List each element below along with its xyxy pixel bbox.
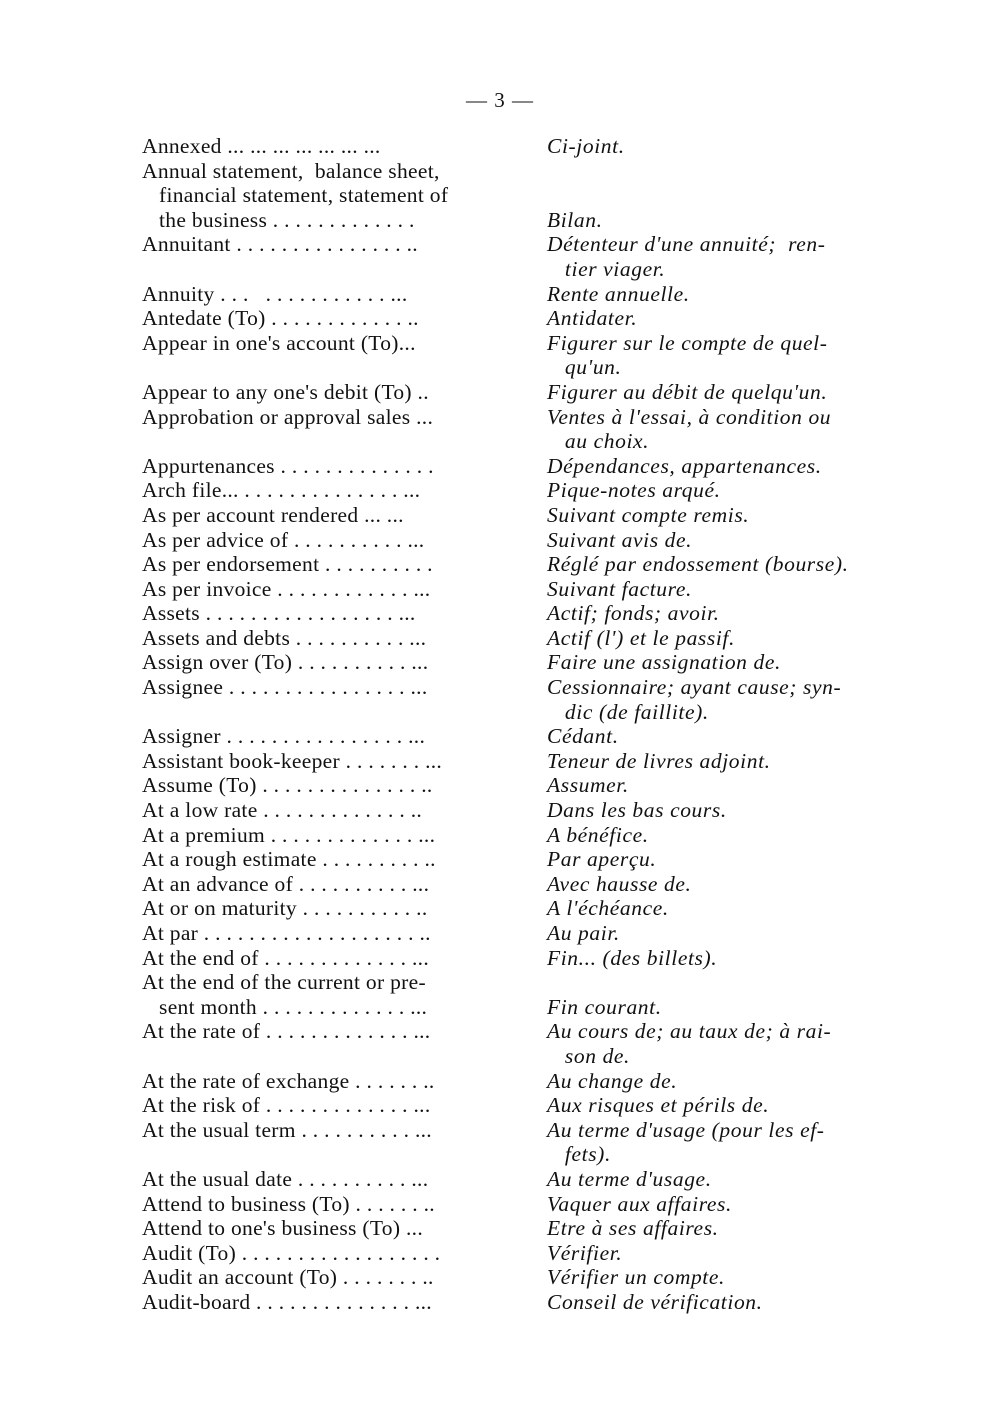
glossary-entry bbox=[142, 872, 907, 897]
entry-term-line: Audit-board . . . . . . . . . . . . . . ... bbox=[142, 1289, 432, 1314]
entry-translation-line: Aux risques et périls de. bbox=[547, 1093, 770, 1118]
entry-translation-line: Au terme d'usage. bbox=[547, 1166, 712, 1191]
entry-translation bbox=[547, 1167, 907, 1192]
entry-term-line: Assets . . . . . . . . . . . . . . . . . ... bbox=[142, 601, 416, 626]
glossary-entry bbox=[142, 650, 907, 675]
entry-translation bbox=[547, 724, 907, 749]
entry-term bbox=[142, 478, 520, 503]
glossary-entry bbox=[142, 1019, 907, 1068]
glossary-entry bbox=[142, 847, 907, 872]
glossary-entry bbox=[142, 454, 907, 479]
entry-term bbox=[142, 1290, 520, 1315]
entry-term bbox=[142, 896, 520, 921]
entry-term-line: As per endorsement . . . . . . . . . . bbox=[142, 552, 433, 577]
entry-term bbox=[142, 798, 520, 823]
entry-translation-line: dic (de faillite). bbox=[547, 699, 709, 724]
entry-term-line: At a rough estimate . . . . . . . . . .. bbox=[142, 847, 436, 872]
glossary-entry bbox=[142, 331, 907, 380]
entry-translation bbox=[547, 478, 907, 503]
glossary-entry bbox=[142, 773, 907, 798]
entry-translation-line: Vérifier. bbox=[547, 1240, 623, 1265]
entry-translation-line: Par aperçu. bbox=[547, 847, 657, 872]
glossary-entry bbox=[142, 1069, 907, 1094]
entry-translation bbox=[547, 626, 907, 651]
entry-term-line: Assign over (To) . . . . . . . . . . ... bbox=[142, 650, 429, 675]
glossary-entry bbox=[142, 970, 907, 1019]
glossary-entry bbox=[142, 798, 907, 823]
entry-term-line: At the usual term . . . . . . . . . . ... bbox=[142, 1117, 432, 1142]
entry-term bbox=[142, 1167, 520, 1192]
entry-term bbox=[142, 601, 520, 626]
glossary-entry bbox=[142, 896, 907, 921]
glossary-entry-list bbox=[142, 134, 907, 1315]
glossary-entry bbox=[142, 503, 907, 528]
entry-translation-line: Conseil de vérification. bbox=[547, 1289, 763, 1314]
entry-term-line: At or on maturity . . . . . . . . . . .. bbox=[142, 896, 428, 921]
entry-term-line: At the usual date . . . . . . . . . . ... bbox=[142, 1166, 429, 1191]
glossary-entry bbox=[142, 724, 907, 749]
entry-term-line: At a premium . . . . . . . . . . . . . ... bbox=[142, 822, 436, 847]
glossary-entry bbox=[142, 1118, 907, 1167]
entry-translation bbox=[547, 159, 907, 233]
entry-term bbox=[142, 675, 520, 700]
entry-term bbox=[142, 1093, 520, 1118]
glossary-entry bbox=[142, 1192, 907, 1217]
entry-term-line: Assistant book-keeper . . . . . . . ... bbox=[142, 748, 443, 773]
entry-term bbox=[142, 282, 520, 307]
entry-translation bbox=[547, 331, 907, 380]
entry-term-line: At par . . . . . . . . . . . . . . . . . . . .. bbox=[142, 921, 431, 945]
entry-translation-line: Fin... (des billets). bbox=[547, 945, 718, 970]
entry-term-line: As per account rendered ... ... bbox=[142, 502, 404, 527]
entry-translation-line: Avec hausse de. bbox=[547, 871, 692, 896]
entry-term bbox=[142, 1019, 520, 1044]
glossary-entry bbox=[142, 1241, 907, 1266]
glossary-entry bbox=[142, 601, 907, 626]
entry-translation-line: Dépendances, appartenances. bbox=[547, 453, 822, 478]
entry-translation bbox=[547, 380, 907, 405]
entry-term-line: the business . . . . . . . . . . . . . bbox=[142, 207, 415, 232]
entry-term bbox=[142, 1192, 520, 1217]
entry-term bbox=[142, 1216, 520, 1241]
entry-translation bbox=[547, 577, 907, 602]
entry-translation bbox=[547, 798, 907, 823]
entry-translation-line bbox=[547, 159, 907, 184]
entry-translation-line: Ci-joint. bbox=[547, 134, 625, 158]
entry-translation-line: Rente annuelle. bbox=[547, 281, 690, 306]
glossary-entry bbox=[142, 921, 907, 946]
entry-term bbox=[142, 331, 520, 356]
entry-term-line: At the risk of . . . . . . . . . . . . . ... bbox=[142, 1093, 431, 1118]
entry-term bbox=[142, 970, 520, 1019]
entry-term bbox=[142, 552, 520, 577]
entry-translation-line: qu'un. bbox=[547, 355, 622, 380]
glossary-entry bbox=[142, 577, 907, 602]
glossary-entry bbox=[142, 282, 907, 307]
entry-translation-line: Au change de. bbox=[547, 1068, 678, 1093]
entry-translation bbox=[547, 306, 907, 331]
entry-translation bbox=[547, 1118, 907, 1167]
entry-term-line: Assume (To) . . . . . . . . . . . . . . .. bbox=[142, 773, 433, 798]
entry-term bbox=[142, 528, 520, 553]
entry-translation bbox=[547, 946, 907, 971]
entry-translation-line: Détenteur d'une annuité; ren- bbox=[547, 232, 826, 257]
entry-translation-line: Assumer. bbox=[547, 773, 629, 798]
entry-term-line: At the rate of . . . . . . . . . . . . . ... bbox=[142, 1019, 431, 1044]
entry-term bbox=[142, 847, 520, 872]
glossary-entry bbox=[142, 823, 907, 848]
entry-translation-line: Au pair. bbox=[547, 921, 620, 945]
entry-term-line: Attend to business (To) . . . . . . .. bbox=[142, 1191, 435, 1216]
entry-term-line: Annual statement, balance sheet, bbox=[142, 158, 440, 183]
entry-translation-line: Ventes à l'essai, à condition ou bbox=[547, 404, 832, 429]
entry-term bbox=[142, 749, 520, 774]
entry-translation-line: son de. bbox=[547, 1043, 631, 1068]
entry-translation-line: Pique-notes arqué. bbox=[547, 478, 721, 503]
glossary-entry bbox=[142, 1290, 907, 1315]
entry-term bbox=[142, 1118, 520, 1143]
entry-term bbox=[142, 773, 520, 798]
entry-translation-line: Actif; fonds; avoir. bbox=[547, 601, 720, 626]
entry-term-line: Assigner . . . . . . . . . . . . . . . . ... bbox=[142, 724, 426, 749]
entry-translation bbox=[547, 552, 907, 577]
entry-term bbox=[142, 650, 520, 675]
glossary-entry bbox=[142, 946, 907, 971]
entry-term-line: Assets and debts . . . . . . . . . . ... bbox=[142, 625, 427, 650]
entry-translation-line: fets). bbox=[547, 1142, 611, 1167]
entry-translation-line: Vérifier un compte. bbox=[547, 1265, 725, 1290]
entry-translation bbox=[547, 405, 907, 454]
entry-translation-line: Suivant facture. bbox=[547, 576, 692, 601]
entry-term bbox=[142, 823, 520, 848]
entry-term-line: Approbation or approval sales ... bbox=[142, 404, 434, 429]
entry-term-line: At an advance of . . . . . . . . . . ... bbox=[142, 871, 430, 896]
glossary-entry bbox=[142, 749, 907, 774]
entry-translation-line: Actif (l') et le passif. bbox=[547, 625, 735, 650]
entry-translation-line: Dans les bas cours. bbox=[547, 798, 727, 823]
entry-term bbox=[142, 1265, 520, 1290]
entry-term bbox=[142, 724, 520, 749]
entry-term-line: Annuity . . . . . . . . . . . . . . ... bbox=[142, 281, 408, 306]
entry-term-line: Appear in one's account (To)... bbox=[142, 330, 416, 355]
entry-translation bbox=[547, 773, 907, 798]
entry-translation bbox=[547, 232, 907, 281]
entry-translation-line: Figurer sur le compte de quel- bbox=[547, 330, 828, 355]
entry-translation bbox=[547, 1069, 907, 1094]
entry-translation-line: au choix. bbox=[547, 429, 650, 454]
entry-term bbox=[142, 454, 520, 479]
entry-translation-line: Réglé par endossement (bourse). bbox=[547, 552, 849, 577]
entry-term bbox=[142, 159, 520, 233]
entry-translation bbox=[547, 1093, 907, 1118]
glossary-entry bbox=[142, 1265, 907, 1290]
glossary-entry bbox=[142, 1216, 907, 1241]
entry-translation bbox=[547, 823, 907, 848]
entry-term-line: Audit (To) . . . . . . . . . . . . . . . . . . bbox=[142, 1240, 441, 1265]
glossary-entry bbox=[142, 159, 907, 233]
entry-translation bbox=[547, 872, 907, 897]
entry-translation-line: Au cours de; au taux de; à rai- bbox=[547, 1019, 832, 1044]
glossary-entry bbox=[142, 528, 907, 553]
entry-translation bbox=[547, 134, 907, 159]
entry-translation bbox=[547, 1019, 907, 1068]
glossary-entry bbox=[142, 380, 907, 405]
entry-translation-line: A bénéfice. bbox=[547, 822, 649, 847]
entry-term bbox=[142, 232, 520, 257]
entry-term-line: At a low rate . . . . . . . . . . . . . .. bbox=[142, 798, 423, 823]
entry-translation-line: Vaquer aux affaires. bbox=[547, 1191, 732, 1216]
entry-translation bbox=[547, 601, 907, 626]
glossary-entry bbox=[142, 134, 907, 159]
glossary-entry bbox=[142, 478, 907, 503]
entry-translation bbox=[547, 970, 907, 1019]
entry-translation-line: A l'échéance. bbox=[547, 896, 669, 921]
entry-translation-line: Cessionnaire; ayant cause; syn- bbox=[547, 675, 842, 700]
entry-translation bbox=[547, 847, 907, 872]
entry-term-line: Appurtenances . . . . . . . . . . . . . . bbox=[142, 453, 434, 478]
entry-translation bbox=[547, 1290, 907, 1315]
entry-term-line: Assignee . . . . . . . . . . . . . . . . ... bbox=[142, 675, 428, 700]
glossary-entry bbox=[142, 405, 907, 454]
entry-term bbox=[142, 577, 520, 602]
entry-translation-line: Suivant avis de. bbox=[547, 527, 693, 552]
entry-translation-line: Cédant. bbox=[547, 724, 619, 749]
entry-term-line: As per invoice . . . . . . . . . . . . ... bbox=[142, 576, 431, 601]
entry-term-line: Attend to one's business (To) ... bbox=[142, 1216, 423, 1241]
entry-term bbox=[142, 503, 520, 528]
glossary-entry bbox=[142, 675, 907, 724]
entry-term-line: financial statement, statement of bbox=[142, 183, 449, 208]
entry-translation-line: Bilan. bbox=[547, 207, 603, 232]
entry-translation bbox=[547, 1192, 907, 1217]
entry-translation bbox=[547, 1241, 907, 1266]
glossary-entry bbox=[142, 306, 907, 331]
entry-term bbox=[142, 306, 520, 331]
entry-term-line: Arch file... . . . . . . . . . . . . . . ... bbox=[142, 478, 421, 503]
glossary-entry bbox=[142, 626, 907, 651]
entry-term bbox=[142, 1069, 520, 1094]
entry-translation-line: Suivant compte remis. bbox=[547, 502, 750, 527]
entry-translation bbox=[547, 454, 907, 479]
entry-translation bbox=[547, 503, 907, 528]
entry-translation-line: Figurer au débit de quelqu'un. bbox=[547, 379, 828, 404]
entry-term bbox=[142, 380, 520, 405]
entry-translation-line: Fin courant. bbox=[547, 994, 662, 1019]
entry-term-line: Audit an account (To) . . . . . . . .. bbox=[142, 1265, 434, 1290]
entry-term-line: Annuitant . . . . . . . . . . . . . . . .. bbox=[142, 232, 418, 257]
entry-translation bbox=[547, 896, 907, 921]
entry-term bbox=[142, 872, 520, 897]
entry-translation bbox=[547, 675, 907, 724]
entry-term-line: At the end of the current or pre- bbox=[142, 970, 426, 995]
entry-term-line: As per advice of . . . . . . . . . . ... bbox=[142, 527, 425, 552]
entry-translation-line bbox=[547, 970, 907, 995]
entry-term-line: sent month . . . . . . . . . . . . . ... bbox=[142, 994, 428, 1019]
entry-term bbox=[142, 626, 520, 651]
entry-translation-line: tier viager. bbox=[547, 256, 666, 281]
entry-translation-line: Faire une assignation de. bbox=[547, 650, 781, 675]
entry-translation-line: Teneur de livres adjoint. bbox=[547, 748, 771, 773]
entry-term bbox=[142, 921, 520, 946]
entry-translation-line bbox=[547, 183, 907, 208]
entry-translation bbox=[547, 1265, 907, 1290]
glossary-entry bbox=[142, 232, 907, 281]
entry-translation bbox=[547, 921, 907, 946]
entry-translation bbox=[547, 528, 907, 553]
entry-term-line: At the end of . . . . . . . . . . . . . ... bbox=[142, 945, 429, 970]
entry-term-line: Antedate (To) . . . . . . . . . . . . .. bbox=[142, 306, 419, 331]
entry-term-line: Appear to any one's debit (To) .. bbox=[142, 379, 429, 404]
entry-translation bbox=[547, 282, 907, 307]
glossary-entry bbox=[142, 1167, 907, 1192]
entry-term-line: Annexed ... ... ... ... ... ... ... bbox=[142, 134, 381, 158]
glossary-entry bbox=[142, 1093, 907, 1118]
entry-translation-line: Antidater. bbox=[547, 306, 638, 331]
page-number-header: — 3 — bbox=[466, 88, 534, 112]
entry-translation bbox=[547, 650, 907, 675]
entry-translation bbox=[547, 749, 907, 774]
entry-term bbox=[142, 405, 520, 430]
entry-translation-line: Etre à ses affaires. bbox=[547, 1216, 719, 1241]
entry-term-line: At the rate of exchange . . . . . . .. bbox=[142, 1068, 435, 1093]
entry-term bbox=[142, 134, 520, 159]
entry-term bbox=[142, 946, 520, 971]
glossary-entry bbox=[142, 552, 907, 577]
entry-translation bbox=[547, 1216, 907, 1241]
entry-translation-line: Au terme d'usage (pour les ef- bbox=[547, 1117, 825, 1142]
entry-term bbox=[142, 1241, 520, 1266]
